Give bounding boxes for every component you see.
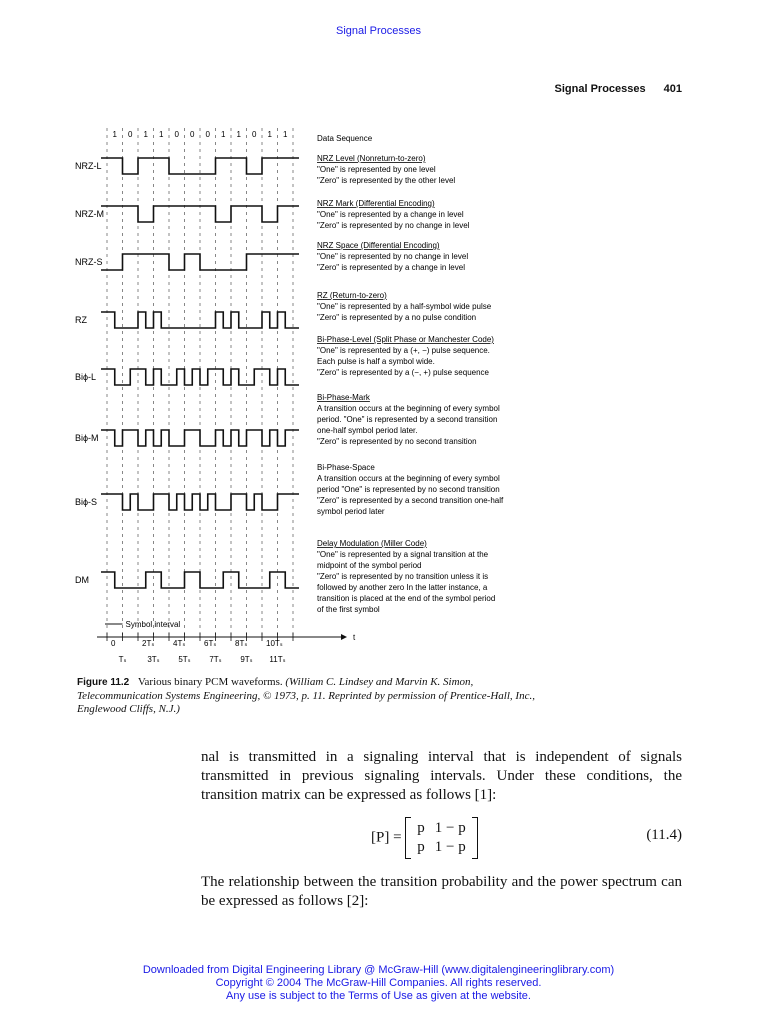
description-line: of the first symbol (317, 605, 380, 614)
data-bit-label: 1 (221, 130, 226, 139)
description-title: NRZ Level (Nonreturn-to-zero) (317, 154, 426, 163)
waveform-trace (101, 369, 299, 385)
data-bit-label: 0 (252, 130, 257, 139)
waveform-label: Biϕ-M (75, 433, 99, 443)
description-line: "Zero" is represented by no transition unless it is (317, 572, 489, 581)
time-tick-label-odd: 5Tₛ (178, 655, 191, 664)
footer-download-link[interactable]: Downloaded from Digital Engineering Library @ McGraw-Hill (www.digitalengineeringlibrary.com) (142, 964, 615, 976)
description-line: "One" is represented by a (+, −) pulse sequence. (317, 346, 490, 355)
waveform-label: Biϕ-L (75, 372, 97, 382)
equation-11-4 (371, 817, 478, 859)
time-tick-label-even: 6Tₛ (204, 639, 217, 648)
description-line: "One" is represented by a change in level (317, 210, 464, 219)
description-title: Bi-Phase-Level (Split Phase or Manchester Code) (317, 335, 494, 344)
description-line: "Zero" is represented by a (−, +) pulse sequence (317, 368, 489, 377)
transition-matrix (405, 817, 477, 859)
footer-notice (0, 964, 757, 1003)
description-line: "Zero" is represented by a no pulse condition (317, 313, 477, 322)
waveform-trace (101, 494, 299, 510)
description-title: NRZ Space (Differential Encoding) (317, 241, 440, 250)
description-title: NRZ Mark (Differential Encoding) (317, 199, 435, 208)
time-tick-label-even: 0 (111, 639, 116, 648)
pcm-waveform-figure (75, 124, 565, 674)
description-title: Bi-Phase-Mark (317, 393, 370, 402)
time-tick-label-even: 10Tₛ (266, 639, 283, 648)
description-line: "Zero" is represented by no change in level (317, 221, 470, 230)
matrix-cell: 1 − p (434, 820, 466, 836)
description-group (317, 134, 504, 614)
description-line: Each pulse is half a symbol wide. (317, 357, 435, 366)
footer-copyright: Copyright © 2004 The McGraw-Hill Companies. All rights reserved. (215, 977, 542, 989)
matrix-cell: 1 − p (434, 839, 466, 855)
data-bit-label: 1 (283, 130, 288, 139)
figure-caption (77, 676, 557, 717)
description-line: A transition occurs at the beginning of every symbol (317, 404, 500, 413)
description-line: "One" is represented by no change in level (317, 252, 469, 261)
time-axis-label: t (353, 633, 356, 642)
description-line: symbol period later (317, 507, 385, 516)
body-paragraph-1: nal is transmitted in a signaling interval that is independent of signals transmitted in previous signaling intervals. Under these conditions, the transition matrix can be expressed as follows [1]: (201, 749, 682, 803)
time-tick-label-even: 2Tₛ (142, 639, 155, 648)
description-line: transition is placed at the end of the symbol period (317, 594, 496, 603)
data-bit-label: 1 (267, 130, 272, 139)
description-line: "One" is represented by a signal transition at the (317, 550, 489, 559)
description-line: "Zero" is represented by no second transition (317, 437, 477, 446)
data-bit-label: 0 (205, 130, 210, 139)
description-line: "Zero" is represented by a change in level (317, 263, 465, 272)
time-tick-label-even: 4Tₛ (173, 639, 186, 648)
page-number: 401 (663, 83, 682, 95)
description-line: "One" is represented by a half-symbol wide pulse (317, 302, 492, 311)
waveform-label: DM (75, 575, 89, 585)
description-line: one-half symbol period later. (317, 426, 418, 435)
running-head (555, 83, 682, 95)
time-tick-label-odd: 11Tₛ (269, 655, 286, 664)
description-line: period. "One" is represented by a second transition (317, 415, 498, 424)
description-line: "Zero" is represented by the other level (317, 176, 456, 185)
time-tick-label-odd: 3Tₛ (147, 655, 160, 664)
equation-number: (11.4) (646, 827, 682, 843)
waveform-trace (101, 572, 299, 588)
data-bit-label: 1 (112, 130, 117, 139)
description-line: "Zero" is represented by a second transition one-half (317, 496, 504, 505)
time-tick-label-odd: Tₛ (118, 655, 127, 664)
description-title: RZ (Return-to-zero) (317, 291, 387, 300)
data-bit-label: 1 (143, 130, 148, 139)
footer-terms: Any use is subject to the Terms of Use as given at the website. (226, 990, 531, 1002)
description-title: Delay Modulation (Miller Code) (317, 539, 427, 548)
time-axis (97, 620, 356, 664)
waveform-label: NRZ-M (75, 209, 104, 219)
waveform-label: NRZ-L (75, 161, 102, 171)
caption-text: Various binary PCM waveforms. (137, 676, 283, 688)
figure-label: Figure 11.2 (77, 677, 130, 688)
time-tick-label-odd: 7Tₛ (209, 655, 222, 664)
description-line: A transition occurs at the beginning of every symbol (317, 474, 500, 483)
matrix-cell: p (417, 820, 425, 836)
body-paragraph-2: The relationship between the transition probability and the power spectrum can be expressed as follows [2]: (201, 874, 682, 909)
data-bit-label: 1 (159, 130, 164, 139)
waveform-trace (101, 430, 299, 446)
time-axis-arrowhead (341, 634, 347, 640)
waveform-label: RZ (75, 315, 87, 325)
time-tick-label-even: 8Tₛ (235, 639, 248, 648)
running-title: Signal Processes (554, 83, 646, 95)
description-line: "One" is represented by one level (317, 165, 436, 174)
data-bit-label: 0 (128, 130, 133, 139)
description-title: Bi-Phase-Space (317, 463, 375, 472)
description-line: followed by another zero In the latter instance, a (317, 583, 488, 592)
top-link[interactable]: Signal Processes (336, 25, 421, 37)
caption-citation: (William C. Lindsey and Marvin K. Simon, Telecommunication Systems Engineering, © 1973, p. 11. Reprinted by permission of Prentice-Hall, Inc., Englewood Cliffs, N.J.) (77, 676, 535, 715)
symbol-interval-label: Symbol interval (125, 620, 181, 629)
matrix-cell: p (417, 839, 425, 855)
data-bit-label: 0 (190, 130, 195, 139)
data-bit-label: 0 (174, 130, 179, 139)
time-tick-label-odd: 9Tₛ (240, 655, 253, 664)
waveform-label: NRZ-S (75, 257, 103, 267)
waveform-group (75, 158, 299, 588)
description-line: midpoint of the symbol period (317, 561, 422, 570)
description-line: period "One" is represented by no second transition (317, 485, 500, 494)
waveform-trace (101, 254, 299, 270)
equation-lhs: [P] = (371, 829, 402, 846)
data-bit-label: 1 (236, 130, 241, 139)
description-title: Data Sequence (317, 134, 373, 143)
waveform-label: Biϕ-S (75, 497, 98, 507)
